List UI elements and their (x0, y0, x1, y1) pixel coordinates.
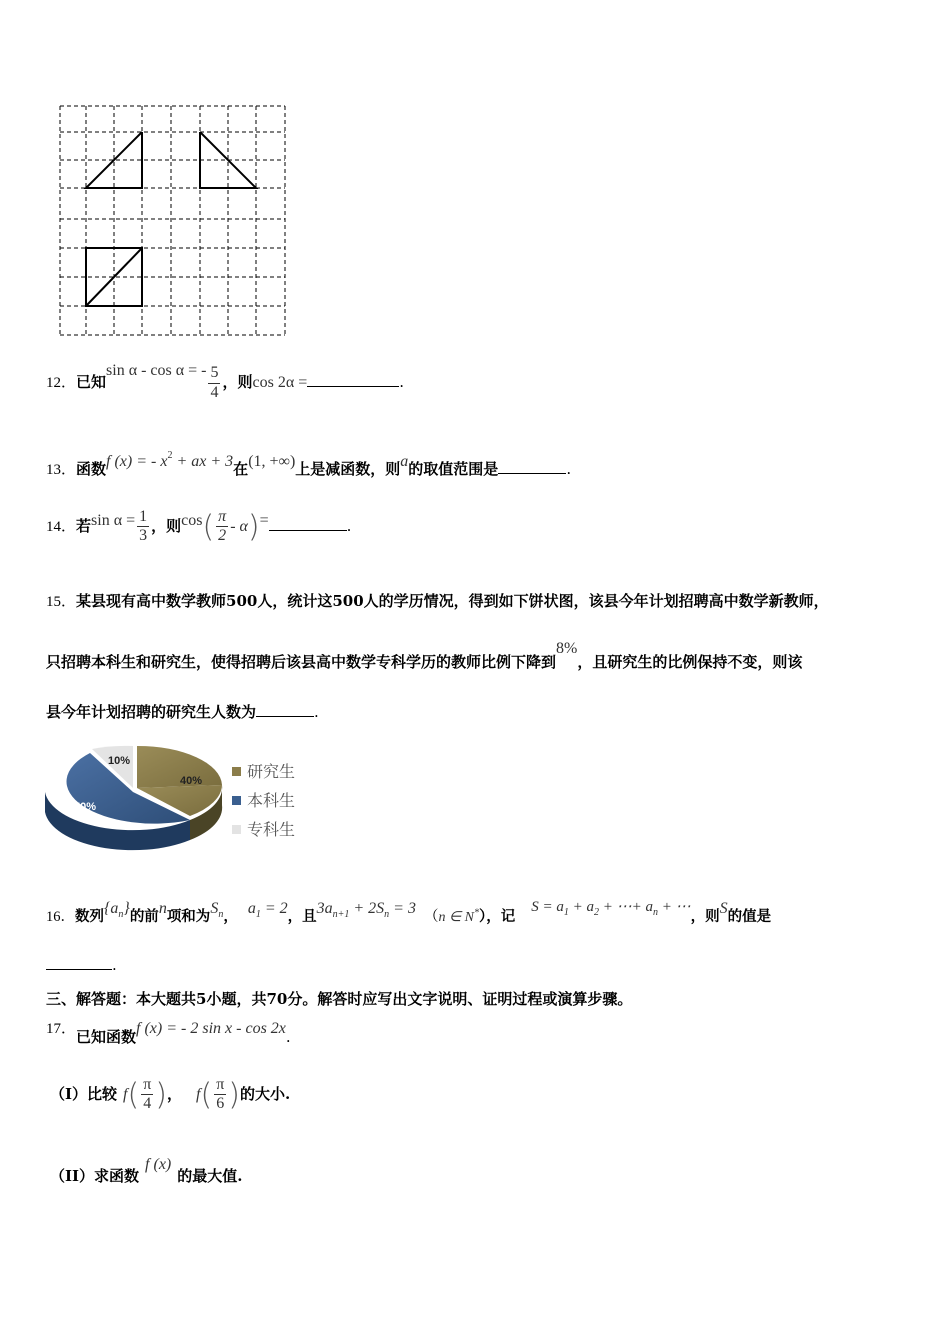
question-16-answer-line: . (46, 955, 117, 974)
legend-swatch-yanjiu (232, 767, 241, 776)
answer-blank[interactable] (46, 955, 112, 970)
question-14: 14．若sin α = $\frac{1}{3}$ ，则cos( $\frac{\pi}{2}$ - α)= . (46, 508, 352, 545)
legend-swatch-zhuanke (232, 825, 241, 834)
question-15-line-1: 15．某县现有高中数学教师500人，统计这500人的学历情况，得到如下饼状图，该县今年计划招聘高中数学新教师， (46, 592, 829, 610)
question-17: 17．已知函数f (x) = - 2 sin x - cos 2x. (46, 1020, 291, 1046)
question-13: 13．函数f (x) = - $x^2$ + ax + 3在(1, +∞)上是减函数，则a的取值范围是 . (46, 450, 572, 478)
grid-figure (58, 104, 288, 338)
question-16: 16．数列$\{a_n\}$的前n项和为$S_n$， $a_1 = 2$，且$3a_{n+1} + 2S_n = 3$ （n ∈ N*），记$S = a_1 + a_2$ + ⋯+ $a_n$ + ⋯，则S的值是 (46, 899, 772, 925)
legend-swatch-benke (232, 796, 241, 805)
question-12: 12．已知sin α - cos α = - $\frac{5}{4}$ ，则cos 2α = . (46, 362, 405, 401)
legend-label-yanjiu: 研究生 (247, 762, 296, 781)
pie-label-zhuanke: 10% (108, 755, 131, 767)
fraction: $\frac{\pi}{4}$ (143, 1076, 152, 1113)
fraction: $\frac{\pi}{2}$ (218, 508, 227, 545)
fraction: $\frac{\pi}{6}$ (216, 1076, 225, 1113)
fraction: $\frac{5}{4}$ (210, 364, 219, 401)
question-15-line-3: 县今年计划招聘的研究生人数为 . (46, 703, 319, 721)
question-15-line-2: 只招聘本科生和研究生，使得招聘后该县高中数学专科学历的教师比例下降到8%，且研究生的比例保持不变，则该 (46, 640, 803, 671)
legend-label-benke: 本科生 (247, 791, 296, 810)
legend-label-zhuanke: 专科生 (247, 820, 296, 839)
pie-chart (40, 740, 310, 865)
answer-blank[interactable] (307, 372, 399, 387)
fraction: $\frac{1}{3}$ (139, 508, 148, 545)
question-17-part-1: （I）比较 f( $\frac{\pi}{4}$ )， f( $\frac{\pi}{6}$ )的大小. (50, 1076, 291, 1113)
pie-label-yanjiu: 40% (180, 775, 203, 787)
section-3-heading: 三、解答题：本大题共5小题，共70分。解答时应写出文字说明、证明过程或演算步骤。 (46, 990, 633, 1008)
answer-blank[interactable] (498, 459, 566, 474)
pie-label-benke: 50% (74, 801, 97, 813)
question-17-part-2: （II）求函数f (x)的最大值. (50, 1156, 243, 1185)
answer-blank[interactable] (256, 702, 314, 717)
answer-blank[interactable] (269, 516, 347, 531)
